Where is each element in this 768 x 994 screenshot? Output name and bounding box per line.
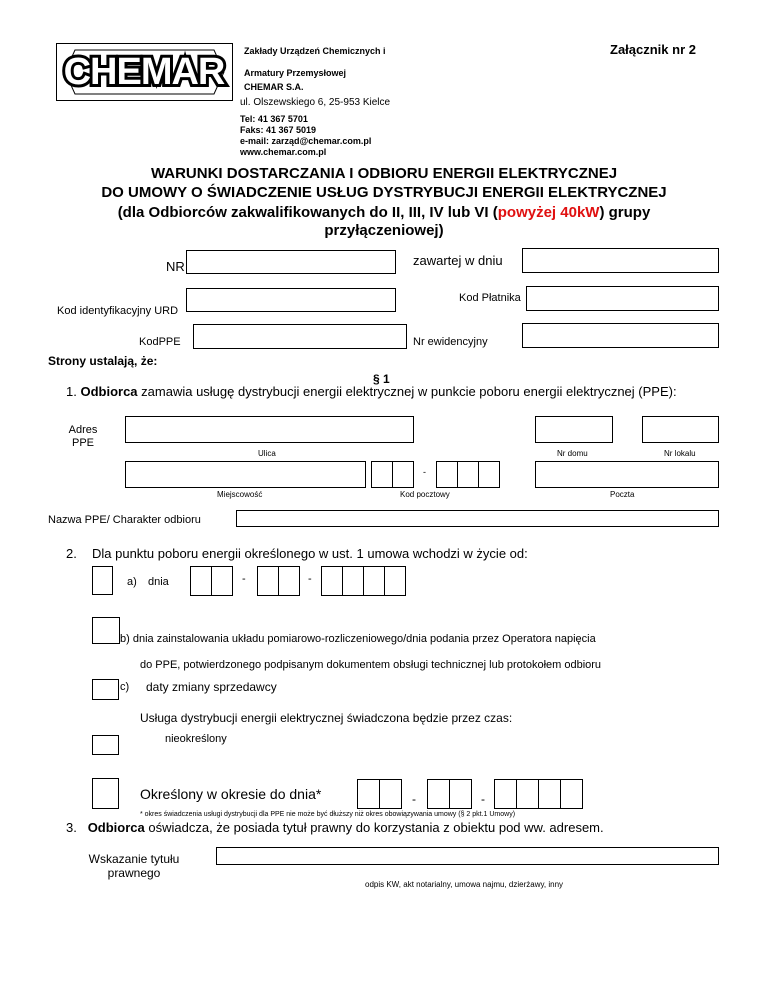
wskazanie-label bbox=[78, 852, 190, 880]
date-o-month-2[interactable] bbox=[449, 779, 472, 809]
date-a-day-1[interactable] bbox=[190, 566, 212, 596]
date-a-year-4[interactable] bbox=[384, 566, 406, 596]
company-email: e-mail: zarząd@chemar.com.pl bbox=[240, 136, 372, 146]
adres-label bbox=[68, 424, 98, 450]
poczta-field[interactable] bbox=[535, 461, 719, 488]
option-c-text: daty zmiany sprzedawcy bbox=[146, 680, 277, 694]
usluga-text: Usługa dystrybucji energii elektrycznej świadczona będzie przez czas: bbox=[140, 711, 513, 725]
company-line1: Zakłady Urządzeń Chemicznych i bbox=[244, 46, 386, 56]
logo-frame bbox=[56, 43, 233, 101]
date-a-year-2[interactable] bbox=[342, 566, 364, 596]
zawartej-field[interactable] bbox=[522, 248, 719, 273]
wskazanie-label-2: prawnego bbox=[107, 866, 161, 880]
date-o-month-1[interactable] bbox=[427, 779, 450, 809]
company-tel: Tel: 41 367 5701 bbox=[240, 114, 308, 124]
title-line3-pre: (dla Odbiorców zakwalifikowanych do II, III, IV lub VI ( bbox=[117, 204, 498, 221]
date-a-dash-2: - bbox=[308, 573, 312, 585]
chemar-logo bbox=[57, 44, 232, 100]
postal-cell-3[interactable] bbox=[436, 461, 458, 488]
nr-label: NR bbox=[166, 259, 185, 274]
checkbox-b[interactable] bbox=[92, 617, 120, 644]
postal-cell-5[interactable] bbox=[478, 461, 500, 488]
checkbox-a[interactable] bbox=[92, 566, 113, 595]
date-o-year-3[interactable] bbox=[538, 779, 561, 809]
date-a-year-3[interactable] bbox=[363, 566, 385, 596]
title-line2: DO UMOWY O ŚWIADCZENIE USŁUG DYSTRYBUCJI ENERGII ELEKTRYCZNEJ bbox=[101, 184, 667, 201]
point2-text: Dla punktu poboru energii określonego w ust. 1 umowa wchodzi w życie od: bbox=[92, 546, 528, 561]
annex-label: Załącznik nr 2 bbox=[610, 42, 696, 57]
option-a-text: dnia bbox=[148, 576, 169, 588]
checkbox-nieokreslony[interactable] bbox=[92, 735, 119, 755]
option-b-text2: do PPE, potwierdzonego podpisanym dokumentem obsługi technicznej lub protokołem odbioru bbox=[140, 659, 602, 671]
point3-bold: Odbiorca bbox=[87, 820, 145, 835]
option-a-label: a) bbox=[127, 576, 137, 588]
option-b-text: b) dnia zainstalowania układu pomiarowo-rozliczeniowego/dnia podania przez Operatora napięcia bbox=[120, 633, 596, 645]
company-address: ul. Olszewskiego 6, 25-953 Kielce bbox=[240, 97, 391, 108]
point1-bold: Odbiorca bbox=[80, 384, 138, 399]
date-a-month-1[interactable] bbox=[257, 566, 279, 596]
nr-lokalu-label: Nr lokalu bbox=[664, 449, 696, 458]
wskazanie-label-1: Wskazanie tytułu bbox=[88, 852, 180, 866]
option-c-label: c) bbox=[120, 681, 130, 693]
point1-rest: zamawia usługę dystrybucji energii elektrycznej w punkcie poboru energii elektrycznej (PPE): bbox=[137, 384, 677, 399]
date-o-dash-1: - bbox=[412, 792, 416, 806]
miejscowosc-field[interactable] bbox=[125, 461, 366, 488]
date-o-day-1[interactable] bbox=[357, 779, 380, 809]
tytul-prawny-field[interactable] bbox=[216, 847, 719, 865]
nr-domu-label: Nr domu bbox=[557, 449, 588, 458]
point3-num: 3. bbox=[66, 820, 77, 835]
nazwa-ppe-label: Nazwa PPE/ Charakter odbioru bbox=[48, 514, 201, 526]
date-a-dash-1: - bbox=[242, 573, 246, 585]
kodppe-field[interactable] bbox=[193, 324, 407, 349]
kod-pocztowy-label: Kod pocztowy bbox=[400, 490, 450, 499]
company-fax: Faks: 41 367 5019 bbox=[240, 125, 317, 135]
date-a-year-1[interactable] bbox=[321, 566, 343, 596]
date-a-day-2[interactable] bbox=[211, 566, 233, 596]
company-www: www.chemar.com.pl bbox=[240, 147, 327, 157]
company-line3: CHEMAR S.A. bbox=[244, 82, 304, 92]
title-line3-red: powyżej 40kW bbox=[497, 204, 600, 221]
date-o-year-2[interactable] bbox=[516, 779, 539, 809]
point3-rest: oświadcza, że posiada tytuł prawny do korzystania z obiektu pod ww. adresem. bbox=[144, 820, 604, 835]
kod-urd-label: Kod identyfikacyjny URD bbox=[57, 305, 179, 317]
nr-field[interactable] bbox=[186, 250, 396, 274]
title-line3 bbox=[0, 204, 768, 221]
date-o-dash-2: - bbox=[481, 792, 485, 806]
title-line4: przyłączeniowej) bbox=[324, 222, 444, 239]
kod-platnika-label: Kod Płatnika bbox=[459, 292, 521, 304]
date-o-year-4[interactable] bbox=[560, 779, 583, 809]
kodppe-label: KodPPE bbox=[139, 336, 181, 348]
title-line3-post: ) grupy bbox=[599, 204, 651, 221]
point2-num: 2. bbox=[66, 546, 77, 561]
paragraph-1: § 1 bbox=[373, 372, 390, 386]
point1-text bbox=[66, 384, 677, 399]
miejscowosc-label: Miejscowość bbox=[217, 490, 263, 499]
postal-cell-2[interactable] bbox=[392, 461, 414, 488]
date-o-day-2[interactable] bbox=[379, 779, 402, 809]
nr-ewid-label: Nr ewidencyjny bbox=[413, 336, 488, 348]
point1-num: 1. bbox=[66, 384, 77, 399]
checkbox-okreslony[interactable] bbox=[92, 778, 119, 809]
tytul-prawny-hint: odpis KW, akt notarialny, umowa najmu, dzierżawy, inny bbox=[365, 880, 564, 889]
nr-ewid-field[interactable] bbox=[522, 323, 719, 348]
checkbox-c[interactable] bbox=[92, 679, 119, 700]
nieokreslony-label: nieokreślony bbox=[165, 733, 227, 745]
ulica-field[interactable] bbox=[125, 416, 414, 443]
date-o-year-1[interactable] bbox=[494, 779, 517, 809]
nazwa-ppe-field[interactable] bbox=[236, 510, 719, 527]
date-a-month-2[interactable] bbox=[278, 566, 300, 596]
point3-text bbox=[66, 820, 604, 835]
postal-dash: - bbox=[423, 467, 426, 477]
zawartej-label: zawartej w dniu bbox=[413, 253, 503, 268]
kod-platnika-field[interactable] bbox=[526, 286, 719, 311]
footnote: * okres świadczenia usługi dystrybucji dla PPE nie może być dłuższy niż okres obowiązywania umowy (§ 2 pkt.1 Umowy) bbox=[140, 811, 516, 818]
adres-label-2: PPE bbox=[71, 437, 94, 449]
nr-domu-field[interactable] bbox=[535, 416, 613, 443]
nr-lokalu-field[interactable] bbox=[642, 416, 719, 443]
poczta-label: Poczta bbox=[610, 490, 635, 499]
ulica-label: Ulica bbox=[258, 449, 276, 458]
postal-cell-1[interactable] bbox=[371, 461, 393, 488]
adres-label-1: Adres bbox=[68, 424, 98, 436]
logo-text: CHEMAR bbox=[63, 51, 225, 93]
title-line1: WARUNKI DOSTARCZANIA I ODBIORU ENERGII ELEKTRYCZNEJ bbox=[150, 165, 618, 182]
kod-urd-field[interactable] bbox=[186, 288, 396, 312]
okreslony-label: Określony w okresie do dnia* bbox=[140, 786, 322, 802]
strony-heading: Strony ustalają, że: bbox=[48, 354, 158, 368]
postal-cell-4[interactable] bbox=[457, 461, 479, 488]
company-line2: Armatury Przemysłowej bbox=[244, 68, 347, 78]
